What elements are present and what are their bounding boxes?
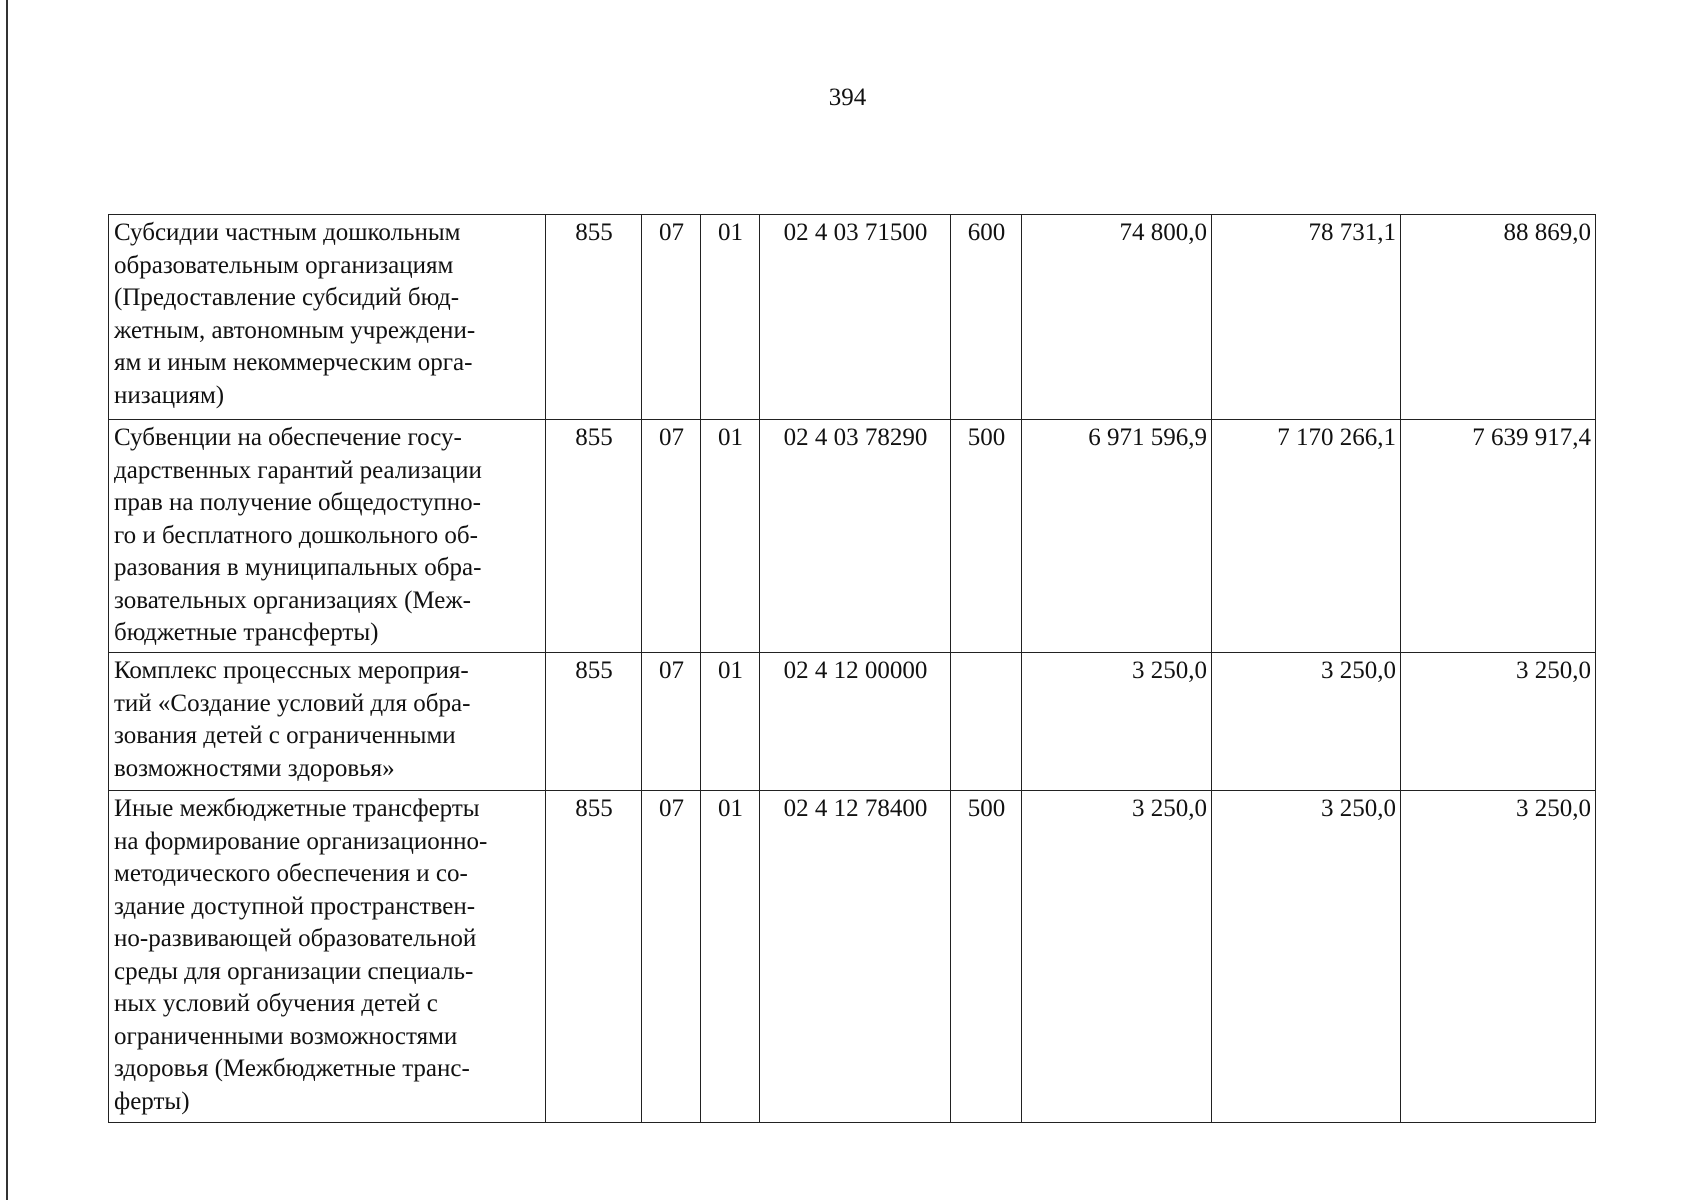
section-code: 07 — [642, 215, 701, 420]
subsection-code: 01 — [701, 420, 760, 653]
amount-year-1: 3 250,0 — [1022, 653, 1212, 791]
grbs-code: 855 — [546, 420, 642, 653]
amount-year-3: 3 250,0 — [1401, 791, 1596, 1123]
amount-year-2: 3 250,0 — [1212, 653, 1401, 791]
page-edge-line — [6, 0, 8, 1200]
page-number: 394 — [828, 84, 867, 111]
expense-type-code — [951, 653, 1022, 791]
table-row — [109, 420, 1596, 653]
target-article-code: 02 4 12 00000 — [760, 653, 951, 791]
row-description: Иные межбюджетные трансферты на формирование организационно- методического обеспечения и со- здание доступной пространствен- но-развивающей образовательной среды для организации специаль- ных условий обучения детей с ограниченными возможностями здоровья (Межбюджетные транс- ферты) — [109, 791, 546, 1123]
budget-table — [108, 214, 1596, 1123]
subsection-code: 01 — [701, 653, 760, 791]
grbs-code: 855 — [546, 653, 642, 791]
expense-type-code: 600 — [951, 215, 1022, 420]
amount-year-3: 88 869,0 — [1401, 215, 1596, 420]
amount-year-2: 78 731,1 — [1212, 215, 1401, 420]
target-article-code: 02 4 03 71500 — [760, 215, 951, 420]
amount-year-2: 7 170 266,1 — [1212, 420, 1401, 653]
target-article-code: 02 4 12 78400 — [760, 791, 951, 1123]
expense-type-code: 500 — [951, 420, 1022, 653]
section-code: 07 — [642, 791, 701, 1123]
expense-type-code: 500 — [951, 791, 1022, 1123]
grbs-code: 855 — [546, 791, 642, 1123]
table-row — [109, 653, 1596, 791]
amount-year-3: 7 639 917,4 — [1401, 420, 1596, 653]
row-description: Субвенции на обеспечение госу- дарственных гарантий реализации прав на получение общедоступно- го и бесплатного дошкольного об- разования в муниципальных обра- зовательных организациях (Меж- бюджетные трансферты) — [109, 420, 546, 653]
subsection-code: 01 — [701, 791, 760, 1123]
amount-year-2: 3 250,0 — [1212, 791, 1401, 1123]
section-code: 07 — [642, 420, 701, 653]
subsection-code: 01 — [701, 215, 760, 420]
row-description: Субсидии частным дошкольным образовательным организациям (Предоставление субсидий бюд- жетным, автономным учреждени- ям и иным некоммерческим орга- низациям) — [109, 215, 546, 420]
target-article-code: 02 4 03 78290 — [760, 420, 951, 653]
table-row — [109, 791, 1596, 1123]
grbs-code: 855 — [546, 215, 642, 420]
row-description: Комплекс процессных мероприя- тий «Создание условий для обра- зования детей с ограниченными возможностями здоровья» — [109, 653, 546, 791]
amount-year-1: 6 971 596,9 — [1022, 420, 1212, 653]
amount-year-1: 74 800,0 — [1022, 215, 1212, 420]
amount-year-3: 3 250,0 — [1401, 653, 1596, 791]
amount-year-1: 3 250,0 — [1022, 791, 1212, 1123]
table-row — [109, 215, 1596, 420]
section-code: 07 — [642, 653, 701, 791]
